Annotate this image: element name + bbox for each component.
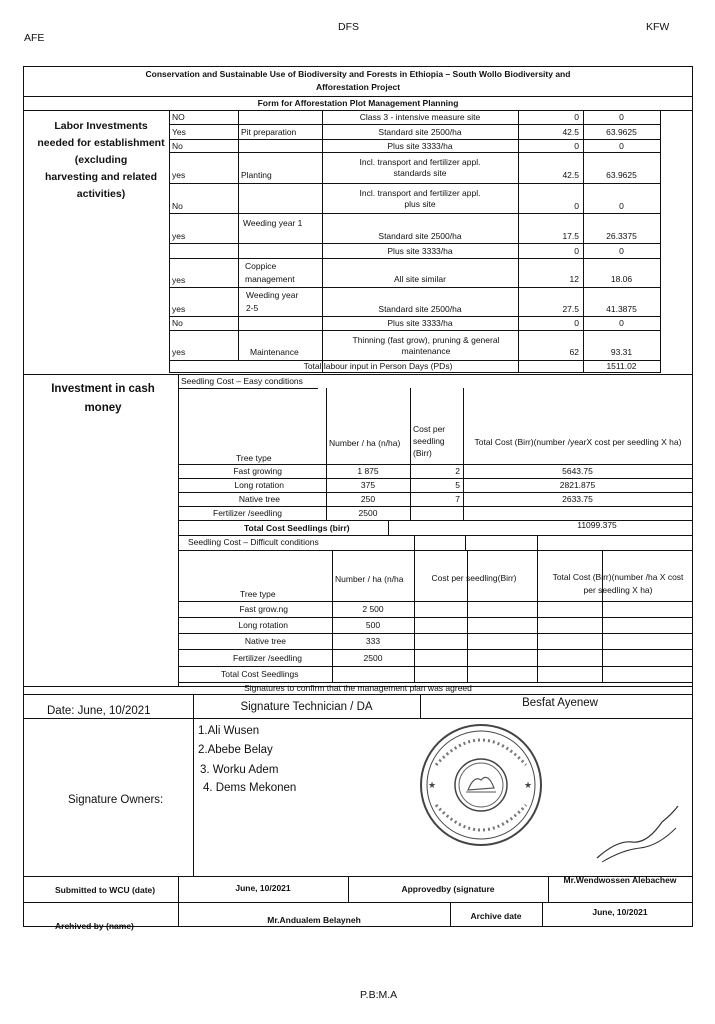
difficult-col-cost: Cost per seedling(Birr) (431, 573, 517, 583)
cash-label-line: Investment in cash (51, 383, 155, 395)
labor-condition: Standard site 2500/ha (378, 230, 462, 241)
labor-value: 93.31 (610, 346, 633, 357)
difficult-col-tree: Tree type (240, 589, 276, 599)
signature-date: Date: June, 10/2021 (47, 705, 151, 718)
labor-condition: Plus site 3333/ha (387, 318, 453, 329)
labor-value: 26.3375 (606, 230, 637, 241)
easy-number: 250 (360, 494, 376, 505)
approver-signature-scribble (592, 800, 682, 870)
project-title-line2: Afforestation Project (315, 82, 401, 92)
labor-value: 63.9625 (606, 169, 637, 180)
easy-col-tree: Tree type (236, 453, 272, 463)
labor-condition: Thinning (fast grow), pruning & general maintenance (352, 334, 500, 356)
labor-total-value: 1511.02 (606, 360, 637, 371)
labor-answer: yes (172, 274, 186, 285)
labor-answer: yes (172, 230, 186, 241)
labor-activity: Weeding year 2-5 (246, 290, 299, 313)
technician-label: Signature Technician / DA (240, 700, 373, 713)
easy-total-value: 11099.375 (577, 519, 617, 530)
owner-name: 4. Dems Mekonen (203, 782, 297, 794)
labor-condition: Plus site 3333/ha (387, 245, 453, 256)
difficult-type: Native tree (244, 636, 286, 647)
labor-days: 0 (574, 318, 579, 329)
labor-answer: No (172, 140, 183, 151)
easy-col-number: Number / ha (n/ha) (329, 438, 401, 448)
owner-name: 2.Abebe Belay (198, 744, 273, 756)
labor-value: 0 (619, 140, 624, 151)
svg-text:★: ★ (524, 781, 533, 791)
technician-name: Besfat Ayenew (522, 696, 598, 709)
difficult-col-number: Number / ha (n/ha (335, 574, 404, 584)
easy-number: 375 (360, 480, 376, 491)
easy-total: 2821.875 (559, 480, 596, 491)
labor-answer: yes (172, 303, 186, 314)
labor-condition: Incl. transport and fertilizer appl. plus site (359, 187, 481, 209)
submitted-label: Submitted to WCU (date) (55, 884, 156, 895)
labor-days: 27.5 (562, 303, 579, 314)
labor-activity: Pit preparation (241, 126, 297, 137)
difficult-type: Fast grow.ng (239, 604, 288, 615)
easy-type: Native tree (238, 494, 280, 505)
footer-text: P.B:M.A (360, 989, 398, 1001)
difficult-number: 2500 (363, 652, 383, 663)
labor-value: 0 (619, 112, 624, 123)
labor-days: 62 (569, 346, 579, 357)
easy-number: 1 875 (357, 466, 379, 477)
approved-label: Approvedby (signature (401, 883, 495, 894)
labor-label-line: needed for establishment (37, 137, 165, 149)
labor-condition: Standard site 2500/ha (378, 126, 462, 137)
labor-activity: Weeding year 1 (243, 218, 303, 228)
easy-type: Fast growing (233, 466, 282, 477)
archived-name: Mr.Andualem Belayneh (267, 914, 361, 925)
labor-activity: Maintenance (250, 346, 299, 357)
difficult-total-label: Total Cost Seedlings (221, 669, 299, 680)
difficult-type: Long rotation (238, 620, 288, 631)
owners-label: Signature Owners: (68, 794, 164, 807)
svg-text:★: ★ (428, 781, 437, 791)
official-stamp (416, 720, 546, 850)
archive-date-value: June, 10/2021 (592, 906, 648, 917)
easy-number: 2500 (358, 508, 378, 519)
labor-days: 0 (574, 140, 579, 151)
labor-answer: Yes (172, 126, 186, 137)
header-center: DFS (338, 21, 359, 33)
easy-total-label: Total Cost Seedlings (birr) (244, 522, 350, 533)
approved-name: Mr.Wendwossen Alebachew (563, 874, 677, 885)
owner-name: 1.Ali Wusen (198, 725, 260, 737)
difficult-type: Fertilizer /seedling (233, 652, 302, 663)
labor-answer: yes (172, 346, 186, 357)
labor-label-line: harvesting and related (44, 171, 158, 183)
labor-answer: No (172, 200, 183, 211)
archived-label: Archived by (name) (55, 920, 134, 931)
labor-answer: yes (172, 169, 186, 180)
labor-activity: Coppice management (245, 261, 295, 284)
difficult-col-total: Total Cost (Birr)(number /ha X cost per seedling X ha) (552, 572, 684, 595)
owner-name: 3. Worku Adem (200, 764, 279, 776)
difficult-heading: Seedling Cost – Difficult conditions (188, 537, 319, 547)
labor-days: 17.5 (562, 230, 579, 241)
form-title: Form for Afforestation Plot Management Planning (257, 98, 459, 108)
easy-heading: Seedling Cost – Easy conditions (181, 376, 303, 386)
labor-answer: NO (172, 112, 185, 123)
header-right: KFW (646, 21, 670, 33)
labor-days: 0 (574, 200, 579, 211)
easy-type: Fertilizer /seedling (213, 508, 282, 519)
labor-condition: Class 3 - intensive measure site (359, 112, 481, 123)
difficult-number: 2 500 (362, 604, 384, 615)
difficult-number: 333 (365, 636, 381, 647)
difficult-number: 500 (365, 620, 381, 631)
easy-col-total: Total Cost (Birr)(number /yearX cost per seedling X ha) (474, 437, 682, 447)
easy-type: Long rotation (234, 480, 284, 491)
labor-value: 63.9625 (606, 126, 637, 137)
easy-total: 2633.75 (562, 494, 593, 505)
archive-date-label: Archive date (470, 910, 522, 921)
easy-total: 5643.75 (562, 466, 593, 477)
easy-cost: 5 (455, 480, 460, 491)
submitted-date: June, 10/2021 (235, 882, 291, 893)
labor-value: 0 (619, 245, 624, 256)
labor-days: 0 (574, 245, 579, 256)
cash-label-line: money (84, 402, 122, 414)
easy-col-cost: Cost per seedling (Birr) (413, 424, 446, 458)
labor-label-line: activities) (76, 188, 126, 200)
labor-days: 42.5 (562, 126, 579, 137)
labor-label-line: (excluding (74, 154, 128, 166)
confirm-text: Signatures to confirm that the management plan was agreed (244, 683, 472, 694)
cash-section-label (28, 380, 178, 418)
labor-value: 0 (619, 318, 624, 329)
labor-days: 42.5 (562, 169, 579, 180)
header-left: AFE (24, 32, 45, 44)
labor-condition: Plus site 3333/ha (387, 140, 453, 151)
labor-condition: Incl. transport and fertilizer appl. standards site (359, 157, 481, 178)
labor-condition: All site similar (394, 273, 446, 284)
labor-days: 0 (574, 112, 579, 123)
labor-section-label (26, 118, 176, 203)
labor-total-label: Total labour input in Person Days (PDs) (303, 360, 453, 371)
labor-activity: Planting (241, 169, 272, 180)
easy-cost: 7 (455, 494, 460, 505)
labor-value: 0 (619, 200, 624, 211)
project-title-line1: Conservation and Sustainable Use of Biodiversity and Forests in Ethiopia – South Wollo Biodiversity and (145, 69, 571, 79)
labor-label-line: Labor Investments (54, 120, 148, 132)
labor-value: 41.3875 (606, 303, 637, 314)
easy-cost: 2 (455, 466, 460, 477)
labor-value: 18.06 (610, 273, 633, 284)
labor-answer: No (172, 318, 183, 329)
labor-condition: Standard site 2500/ha (378, 303, 462, 314)
labor-days: 12 (569, 273, 579, 284)
